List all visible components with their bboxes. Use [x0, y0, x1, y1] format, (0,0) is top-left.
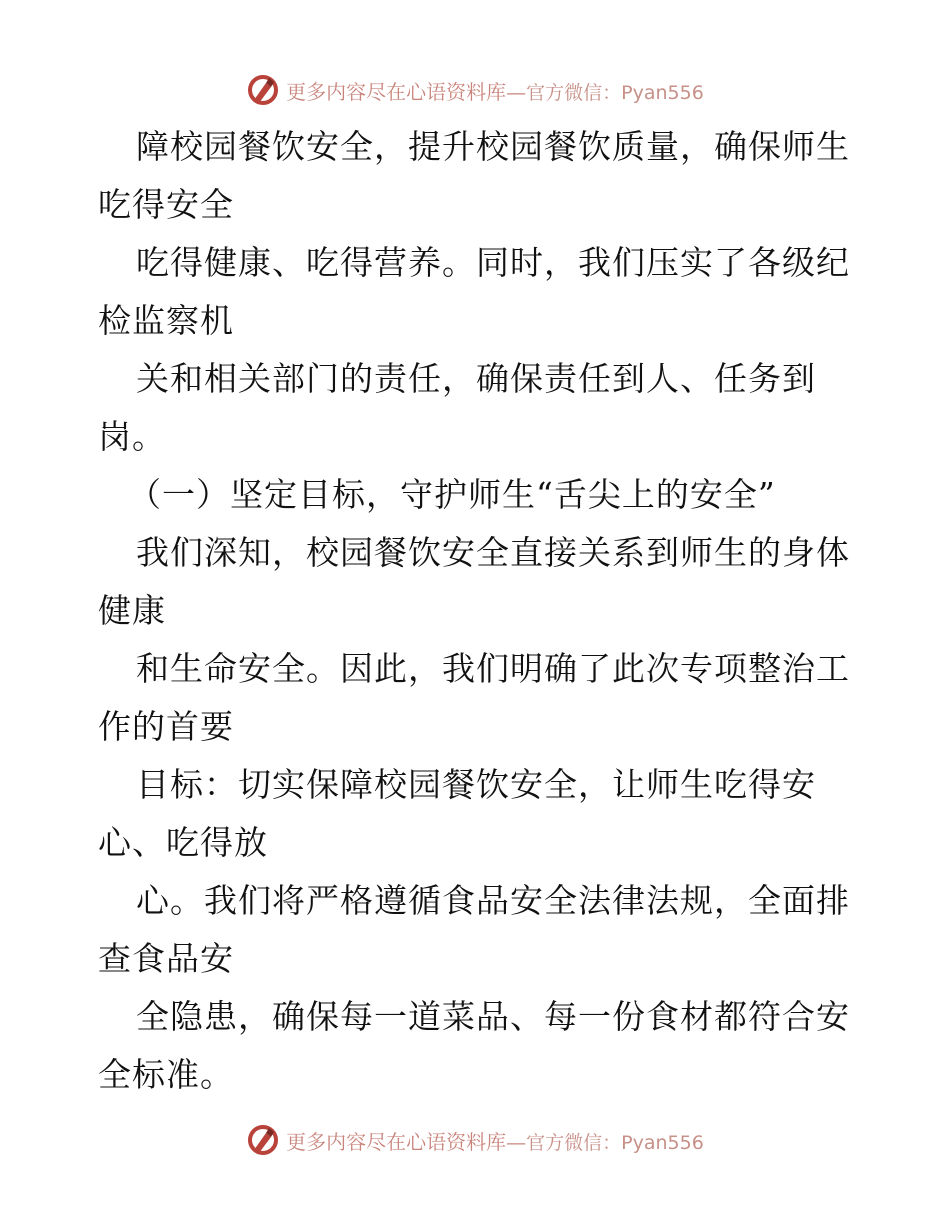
body-line: 心。我们将严格遵循食品安全法律法规，全面排 [136, 881, 850, 920]
body-line: 吃得健康、吃得营养。同时，我们压实了各级纪 [136, 243, 850, 282]
header-banner-text [286, 76, 704, 105]
document-body [98, 118, 858, 1104]
body-line: 全标准。 [98, 1055, 234, 1094]
body-line: 目标：切实保障校园餐饮安全，让师生吃得安 [136, 765, 816, 804]
footer-banner-title: 更多内容尽在心语资料库— [286, 1129, 527, 1154]
section-heading: （一）坚定目标，守护师生“舌尖上的安全” [128, 475, 776, 514]
pen-logo-icon [246, 73, 280, 107]
body-line: 我们深知，校园餐饮安全直接关系到师生的身体 [136, 533, 850, 572]
body-line: 心、吃得放 [98, 823, 268, 862]
footer-banner-wechat: 官方微信：Pyan556 [526, 1131, 704, 1154]
body-line: 关和相关部门的责任，确保责任到人、任务到 [136, 359, 816, 398]
body-line: 健康 [98, 591, 166, 630]
body-line: 检监察机 [98, 301, 234, 340]
body-line: 作的首要 [98, 707, 234, 746]
header-banner [0, 70, 950, 110]
header-banner-wechat: 官方微信：Pyan556 [526, 81, 704, 104]
pen-logo-icon [246, 1123, 280, 1157]
body-line: 全隐患，确保每一道菜品、每一份食材都符合安 [136, 997, 850, 1036]
body-line: 岗。 [98, 417, 166, 456]
body-line: 和生命安全。因此，我们明确了此次专项整治工 [136, 649, 850, 688]
header-banner-title: 更多内容尽在心语资料库— [286, 79, 527, 104]
body-line: 吃得安全 [98, 185, 234, 224]
footer-banner-text [286, 1126, 704, 1155]
body-line: 查食品安 [98, 939, 234, 978]
body-line: 障校园餐饮安全，提升校园餐饮质量，确保师生 [136, 127, 850, 166]
footer-banner [0, 1120, 950, 1160]
